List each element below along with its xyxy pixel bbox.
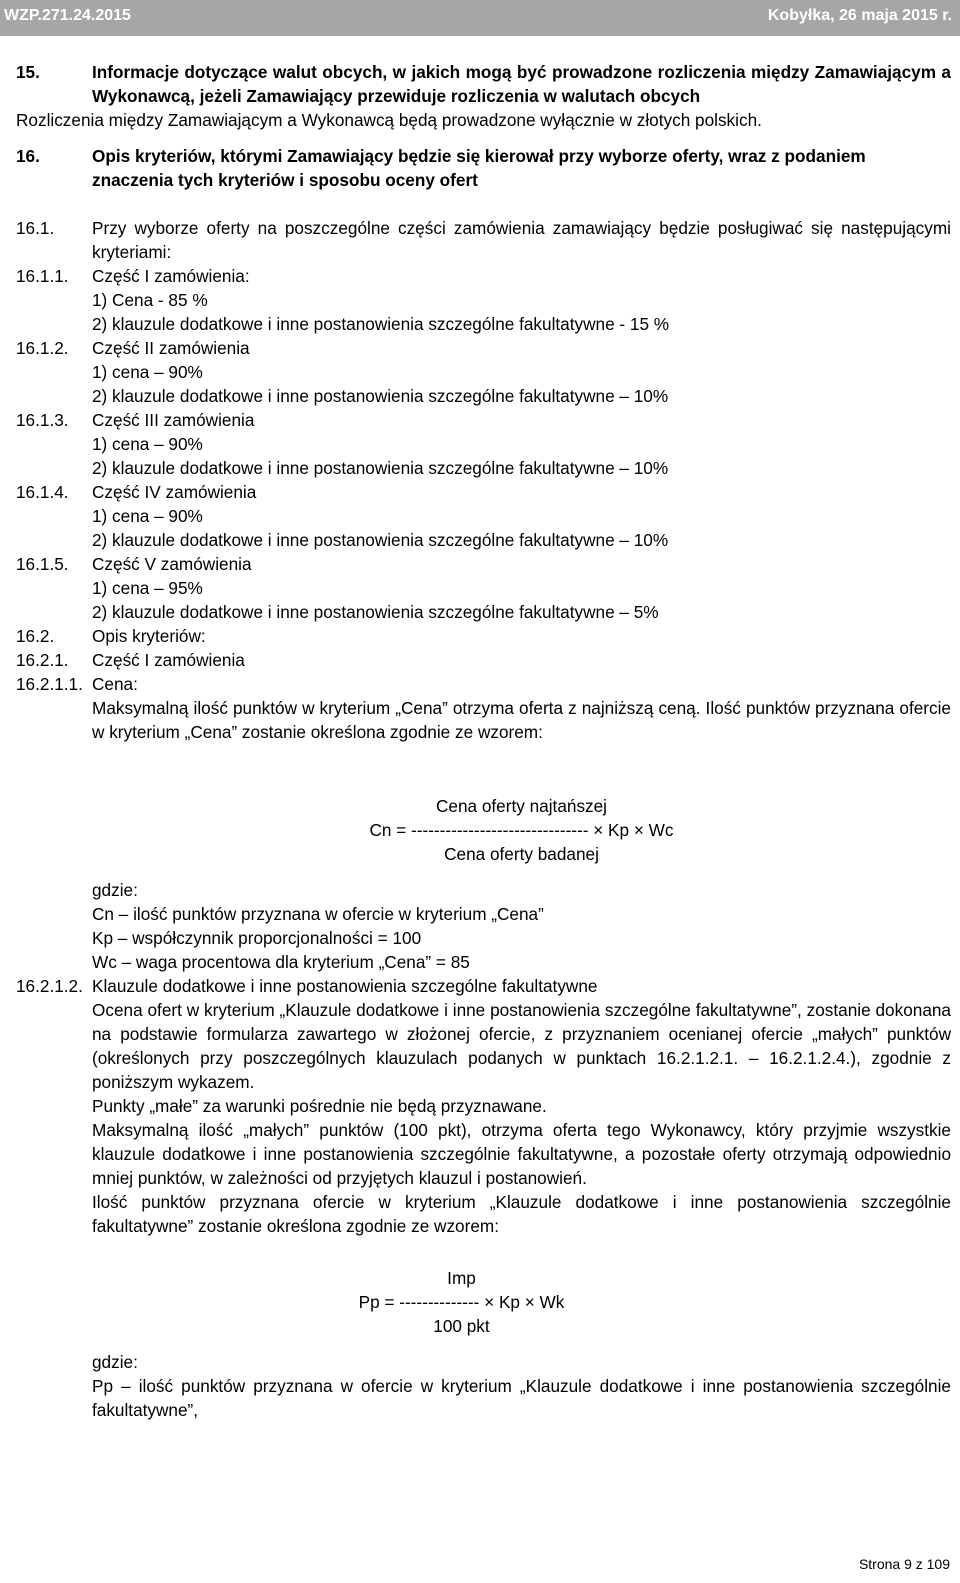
section-16-2-1-1 <box>16 672 951 974</box>
part-criterion-clauses: 2) klauzule dodatkowe i inne postanowienia szczególne fakultatywne – 5% <box>92 602 659 622</box>
section-number: 16.2.1. <box>16 650 69 670</box>
part-criterion-clauses: 2) klauzule dodatkowe i inne postanowienia szczególne fakultatywne – 10% <box>92 386 669 406</box>
definition-pp: Pp – ilość punktów przyznana w ofercie w kryterium „Klauzule dodatkowe i inne postanowienia szczególnie fakultatywne”, <box>92 1376 951 1420</box>
formula-numerator: Cena oferty najtańszej <box>435 796 608 816</box>
formula-equation: Cn = ------------------------------- × Kp × Wc <box>369 820 674 840</box>
price-formula <box>92 794 951 866</box>
part-16-1-1 <box>16 264 951 336</box>
section-text: Część I zamówienia <box>92 650 245 670</box>
formula-equation: Pp = -------------- × Kp × Wk <box>358 1292 565 1312</box>
section-number: 16.1. <box>16 218 55 238</box>
section-title: Opis kryteriów, którymi Zamawiający będzie się kierował przy wyborze oferty, wraz z podaniem znaczenia tych kryteriów i sposobu oceny ofert <box>92 146 866 190</box>
document-reference: WZP.271.24.2015 <box>4 7 131 24</box>
part-16-1-3 <box>16 408 951 480</box>
section-title: Klauzule dodatkowe i inne postanowienia szczególne fakultatywne <box>92 976 598 996</box>
section-number: 15. <box>16 62 40 82</box>
section-number: 16.2. <box>16 626 55 646</box>
part-number: 16.1.1. <box>16 266 69 286</box>
part-16-1-2 <box>16 336 951 408</box>
formula-numerator: Imp <box>447 1268 476 1288</box>
definition-kp: Kp – współczynnik proporcjonalności = 100 <box>92 928 422 948</box>
part-criterion-price: 1) cena – 90% <box>92 434 203 454</box>
page-header <box>0 0 960 36</box>
section-text: Przy wyborze oferty na poszczególne części zamówienia zamawiający będzie posługiwać się następującymi kryteriami: <box>92 218 951 262</box>
formula-denominator: Cena oferty badanej <box>444 844 599 864</box>
clauses-formula <box>92 1266 951 1338</box>
section-15-text: Rozliczenia między Zamawiającym a Wykonawcą będą prowadzone wyłącznie w złotych polskich. <box>16 110 762 130</box>
part-criterion-clauses: 2) klauzule dodatkowe i inne postanowienia szczególne fakultatywne – 10% <box>92 458 669 478</box>
section-title: Informacje dotyczące walut obcych, w jakich mogą być prowadzone rozliczenia między Zamawiającym a Wykonawcą, jeżeli Zamawiający przewiduje rozliczenia w walutach obcych <box>92 62 951 106</box>
clauses-paragraph-1: Ocena ofert w kryterium „Klauzule dodatkowe i inne postanowienia szczególne fakultatywne”, zostanie dokonana na podstawie formularza zawartego w złożonej ofercie, z przyznaniem ocenianej ofercie „małych” punktów (określonych przy poszczególnych klauzulach podanych w punktach 16.2.1.2.1. – 16.2.1.2.4.), zgodnie z poniższym wykazem. <box>92 1000 951 1092</box>
part-criterion-clauses: 2) klauzule dodatkowe i inne postanowienia szczególne fakultatywne – 10% <box>92 530 669 550</box>
clauses-paragraph-4: Ilość punktów przyznana ofercie w kryterium „Klauzule dodatkowe i inne postanowienia szczególnie fakultatywne” zostanie określona zgodnie ze wzorem: <box>92 1192 951 1236</box>
section-16-2-1 <box>16 648 951 672</box>
section-number: 16.2.1.1. <box>16 674 83 694</box>
part-16-1-5 <box>16 552 951 624</box>
page-footer: Strona 9 z 109 <box>858 1556 950 1572</box>
part-number: 16.1.4. <box>16 482 69 502</box>
definition-wc: Wc – waga procentowa dla kryterium „Cena” = 85 <box>92 952 470 972</box>
document-date: Kobyłka, 26 maja 2015 r. <box>767 7 952 24</box>
part-title: Część IV zamówienia <box>92 482 257 502</box>
price-criterion-description: Maksymalną ilość punktów w kryterium „Cena” otrzyma oferta z najniższą ceną. Ilość punktów przyznana ofercie w kryterium „Cena” zostanie określona zgodnie ze wzorem: <box>92 698 951 742</box>
part-criterion-price: 1) cena – 95% <box>92 578 203 598</box>
part-number: 16.1.2. <box>16 338 69 358</box>
section-number: 16.2.1.2. <box>16 976 83 996</box>
clauses-paragraph-3: Maksymalną ilość „małych” punktów (100 pkt), otrzyma oferta tego Wykonawcy, który przyjmie wszystkie klauzule dodatkowe i inne postanowienia szczególnie fakultatywne, a pozostałe oferty otrzymają odpowiednio mniej punktów, w zależności od przyjętych klauzul i postanowień. <box>92 1120 951 1188</box>
where-label: gdzie: <box>92 1352 138 1372</box>
part-criterion-price: 1) cena – 90% <box>92 362 203 382</box>
where-label: gdzie: <box>92 880 138 900</box>
section-number: 16. <box>16 146 40 166</box>
part-criterion-clauses: 2) klauzule dodatkowe i inne postanowienia szczególne fakultatywne - 15 % <box>92 314 670 334</box>
section-16-2 <box>16 624 951 648</box>
section-title: Cena: <box>92 674 138 694</box>
section-16-2-1-2 <box>16 974 951 1422</box>
part-title: Część II zamówienia <box>92 338 250 358</box>
part-title: Część III zamówienia <box>92 410 255 430</box>
part-number: 16.1.5. <box>16 554 69 574</box>
part-16-1-4 <box>16 480 951 552</box>
section-15-heading <box>16 60 951 108</box>
section-16-heading <box>16 144 951 192</box>
part-title: Część I zamówienia: <box>92 266 250 286</box>
definition-cn: Cn – ilość punktów przyznana w ofercie w kryterium „Cena” <box>92 904 544 924</box>
part-criterion-price: 1) Cena - 85 % <box>92 290 208 310</box>
clauses-paragraph-2: Punkty „małe” za warunki pośrednie nie będą przyznawane. <box>92 1096 547 1116</box>
part-criterion-price: 1) cena – 90% <box>92 506 203 526</box>
formula-denominator: 100 pkt <box>433 1316 490 1336</box>
section-16-1 <box>16 216 951 264</box>
part-title: Część V zamówienia <box>92 554 252 574</box>
section-text: Opis kryteriów: <box>92 626 206 646</box>
part-number: 16.1.3. <box>16 410 69 430</box>
document-body <box>16 60 951 1422</box>
